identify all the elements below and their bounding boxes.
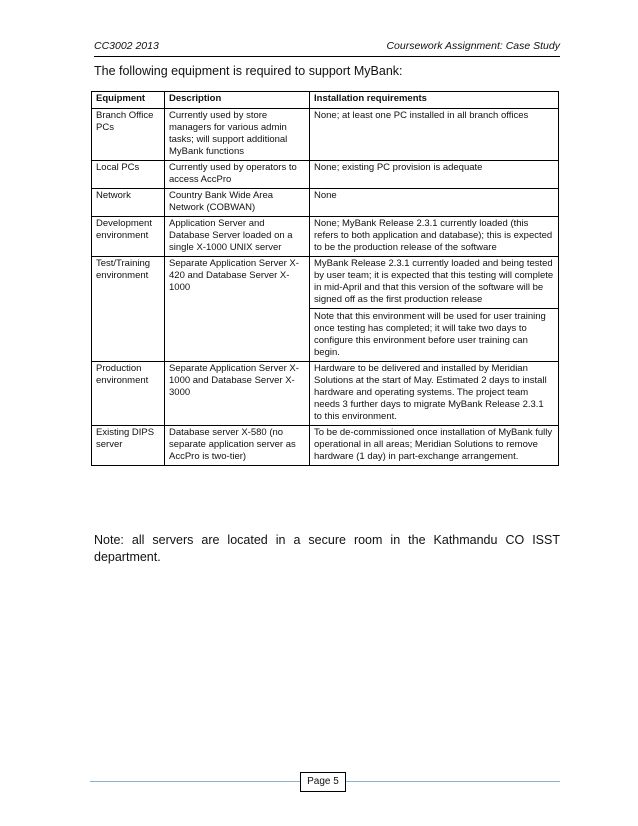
col-header-installation: Installation requirements xyxy=(310,92,559,109)
page-header xyxy=(94,40,560,57)
page-number: Page 5 xyxy=(300,772,346,792)
table-row xyxy=(92,189,559,217)
cell-equipment: Existing DIPS server xyxy=(92,426,165,466)
cell-description: Currently used by store managers for various admin tasks; will support additional MyBank functions xyxy=(165,109,310,161)
header-assignment-title: Coursework Assignment: Case Study xyxy=(386,40,560,52)
cell-equipment: Test/Training environment xyxy=(92,257,165,362)
installation-text: To be de-commissioned once installation of MyBank fully operational in all areas; Meridian Solutions to remove hardware (1 day) in part-exchange arrangement. xyxy=(314,427,553,462)
cell-installation xyxy=(310,189,559,217)
cell-equipment: Branch Office PCs xyxy=(92,109,165,161)
footer-rule-right xyxy=(346,781,560,782)
table-header-row xyxy=(92,92,559,109)
table-row xyxy=(92,426,559,466)
cell-description: Currently used by operators to access AccPro xyxy=(165,161,310,189)
table-row xyxy=(92,217,559,257)
cell-installation xyxy=(310,426,559,466)
cell-description: Separate Application Server X-1000 and Database Server X-3000 xyxy=(165,362,310,426)
cell-equipment: Network xyxy=(92,189,165,217)
cell-installation xyxy=(310,109,559,161)
installation-text: None; at least one PC installed in all branch offices xyxy=(314,110,529,121)
cell-installation xyxy=(310,161,559,189)
table-row xyxy=(92,362,559,426)
col-header-equipment: Equipment xyxy=(92,92,165,109)
cell-description: Country Bank Wide Area Network (COBWAN) xyxy=(165,189,310,217)
cell-installation xyxy=(310,217,559,257)
table-row xyxy=(92,161,559,189)
installation-text: Hardware to be delivered and installed by Meridian Solutions at the start of May. Estimated 2 days to install hardware and operating systems. The project team needs 3 further days to migrate MyBank Release 2.3.1 to this environment. xyxy=(314,363,547,422)
table-row xyxy=(92,257,559,362)
cell-equipment: Local PCs xyxy=(92,161,165,189)
cell-description: Application Server and Database Server loaded on a single X-1000 UNIX server xyxy=(165,217,310,257)
header-course-code: CC3002 2013 xyxy=(94,40,159,52)
footer-rule-left xyxy=(90,781,300,782)
servers-note: Note: all servers are located in a secure room in the Kathmandu CO ISST department. xyxy=(94,533,560,564)
installation-note: Note that this environment will be used for user training once testing has completed; it will take two days to configure this environment before user training can begin. xyxy=(310,308,558,359)
col-header-description: Description xyxy=(165,92,310,109)
cell-description: Separate Application Server X-420 and Database Server X-1000 xyxy=(165,257,310,362)
cell-installation xyxy=(310,257,559,362)
table-row xyxy=(92,109,559,161)
cell-installation xyxy=(310,362,559,426)
cell-equipment: Development environment xyxy=(92,217,165,257)
installation-text: None xyxy=(314,190,337,201)
equipment-table xyxy=(91,91,559,466)
installation-text: MyBank Release 2.3.1 currently loaded and being tested by user team; it is expected that this testing will complete in mid-April and that this version of the software will be signed off as the first production release xyxy=(314,258,554,305)
cell-equipment: Production environment xyxy=(92,362,165,426)
cell-description: Database server X-580 (no separate application server as AccPro is two-tier) xyxy=(165,426,310,466)
intro-text: The following equipment is required to support MyBank: xyxy=(94,64,403,78)
installation-text: None; existing PC provision is adequate xyxy=(314,162,483,173)
installation-text: None; MyBank Release 2.3.1 currently loaded (this refers to both application and database); this is expected to be the production release of the software xyxy=(314,218,553,253)
